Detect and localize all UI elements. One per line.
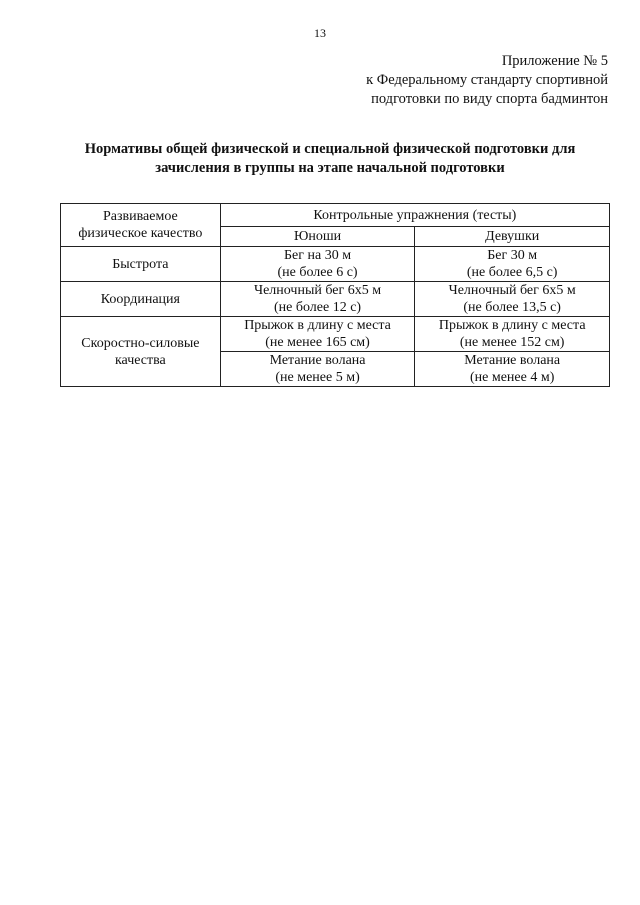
norm-value: (не менее 152 см): [459, 335, 565, 350]
title-line: Нормативы общей физической и специальной физической подготовки для: [84, 141, 576, 157]
table-row: [61, 317, 610, 352]
norm-value: (не более 6,5 с): [466, 265, 558, 280]
boys-norm-cell: [220, 282, 415, 317]
table-row: [61, 247, 610, 282]
quality-cell: [61, 317, 221, 387]
norm-exercise: Челночный бег 6х5 м: [448, 283, 576, 298]
table-row: [61, 282, 610, 317]
girls-norm-cell: [415, 247, 610, 282]
norm-value: (не менее 165 см): [265, 335, 370, 350]
norm-exercise: Метание волана: [464, 353, 561, 368]
header-boys-cell: [220, 227, 415, 247]
page-number: 13: [314, 26, 326, 40]
norm-exercise: Бег 30 м: [487, 248, 538, 263]
norm-exercise: Бег на 30 м: [284, 248, 352, 263]
norm-exercise: Челночный бег 6х5 м: [253, 283, 382, 298]
table-header-row: [61, 204, 610, 227]
appendix-line: Приложение № 5: [501, 53, 608, 69]
quality-cell: [61, 282, 221, 317]
boys-norm-cell: [220, 352, 415, 387]
appendix-block: [366, 52, 608, 109]
header-quality-text: Развиваемое: [103, 209, 178, 224]
quality-text: Быстрота: [112, 256, 169, 272]
document-title: [40, 140, 620, 178]
boys-norm-cell: [220, 247, 415, 282]
header-quality-cell: [61, 204, 221, 247]
quality-cell: [61, 247, 221, 282]
norm-exercise: Прыжок в длину с места: [438, 318, 586, 333]
appendix-line: подготовки по виду спорта бадминтон: [371, 91, 608, 107]
quality-text: Координация: [100, 291, 180, 307]
title-line: зачисления в группы на этапе начальной подготовки: [155, 160, 505, 176]
norm-exercise: Метание волана: [269, 353, 366, 368]
girls-norm-cell: [415, 282, 610, 317]
norm-value: (не менее 4 м): [469, 370, 555, 385]
norm-exercise: Прыжок в длину с места: [244, 318, 391, 333]
norms-table: [60, 203, 610, 387]
boys-norm-cell: [220, 317, 415, 352]
norm-value: (не более 12 с): [273, 300, 362, 315]
girls-norm-cell: [415, 317, 610, 352]
header-quality-text: физическое качество: [78, 226, 203, 241]
appendix-line: к Федеральному стандарту спортивной: [366, 72, 608, 88]
header-tests-text: Контрольные упражнения (тесты): [313, 207, 517, 223]
norm-value: (не более 13,5 с): [463, 300, 561, 315]
header-girls-cell: [415, 227, 610, 247]
header-tests-cell: [220, 204, 609, 227]
quality-text: качества: [114, 352, 166, 368]
header-girls-text: Девушки: [485, 229, 540, 244]
norm-value: (не менее 5 м): [275, 370, 360, 385]
girls-norm-cell: [415, 352, 610, 387]
header-boys-text: Юноши: [293, 229, 342, 244]
norm-value: (не более 6 с): [277, 265, 358, 280]
quality-text: Скоростно-силовые: [81, 335, 200, 351]
